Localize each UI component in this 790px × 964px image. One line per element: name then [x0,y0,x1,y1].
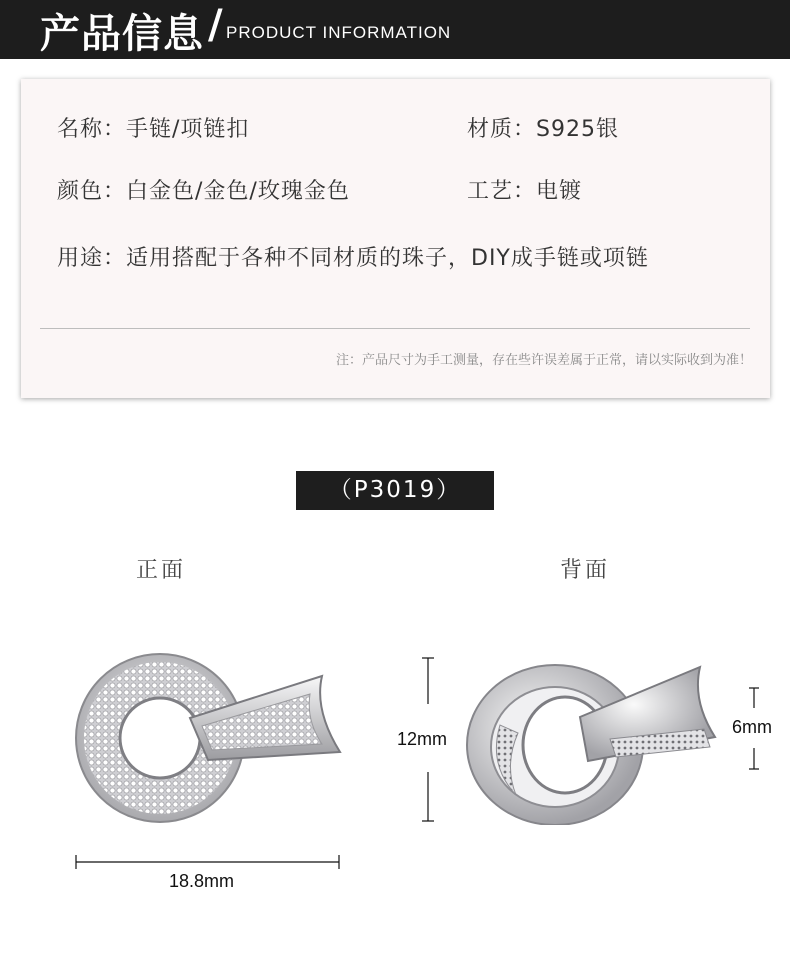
info-material: 材质：S925银 [467,117,619,142]
header-title-cn: 产品信息 [40,11,204,57]
back-view-label: 背面 [560,558,611,583]
header-title-en: PRODUCT INFORMATION [226,23,452,42]
product-info-card [21,79,770,398]
dimension-lines [0,640,790,890]
info-name: 名称：手链/项链扣 [57,117,250,142]
header-slash: / [208,2,223,48]
info-craft: 工艺：电镀 [467,179,583,204]
height-dimension-label: 12mm [397,729,448,749]
thickness-dimension-label: 6mm [732,717,772,737]
front-view-label: 正面 [136,558,187,583]
width-dimension-label: 18.8mm [169,871,235,891]
info-note: 注：产品尺寸为手工测量，存在些许误差属于正常，请以实际收到为准！ [335,353,752,368]
info-divider [40,328,750,329]
header-bar [0,0,790,59]
info-usage: 用途：适用搭配于各种不同材质的珠子，DIY成手链或项链 [57,246,649,271]
info-color: 颜色：白金色/金色/玫瑰金色 [57,179,350,204]
product-code-badge: （P3019） [296,471,494,510]
